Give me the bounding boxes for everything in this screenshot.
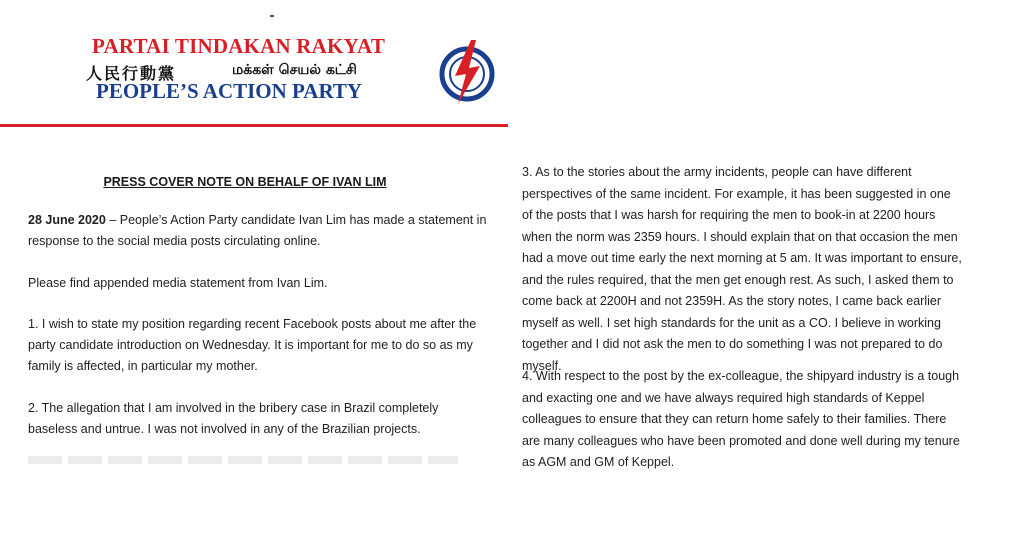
pap-logo-icon [438, 38, 496, 106]
left-page [0, 0, 508, 470]
letterhead [0, 0, 508, 128]
party-name-english: PEOPLE’S ACTION PARTY [96, 79, 363, 103]
intro-date: 28 June 2020 [28, 213, 106, 227]
scan-mark [270, 15, 274, 17]
appended-note: Please find appended media statement from Ivan Lim. [28, 276, 328, 290]
letterhead-divider [0, 124, 508, 127]
paragraph-1: 1. I wish to state my position regarding recent Facebook posts about me after the party candidate introduction on Wednesday. It is important for me to do so as my family is affected, in particular my mother. [28, 317, 477, 373]
cut-off-text-line [28, 456, 458, 464]
intro-paragraph [28, 210, 488, 252]
party-name-malay: PARTAI TINDAKAN RAKYAT [92, 34, 386, 58]
document-title: PRESS COVER NOTE ON BEHALF OF IVAN LIM [103, 175, 387, 189]
intro-text: – People’s Action Party candidate Ivan Lim has made a statement in response to the social media posts circulating online. [28, 213, 487, 248]
paragraph-3: 3. As to the stories about the army incidents, people can have different perspectives of the same incident. For example, it has been suggested in one of the posts that I was harsh for requiring the men to book-in at 2200 hours when the norm was 2359 hours. I should explain that on that occasion the men had a move out time early the next morning at 5 am. It was important to ensure, and the rules required, that the men get enough rest. As such, I asked them to come back at 2200H and not 2359H. As the story notes, I came back earlier myself as well. I set high standards for the unit as a CO. I believe in working together and I did not ask the men to do something I was not prepared to do myself. [522, 165, 962, 373]
paragraph-2: 2. The allegation that I am involved in the bribery case in Brazil completely baseless and untrue. I was not involved in any of the Brazilian projects. [28, 401, 439, 436]
party-name-tamil: மக்கள் செயல் கட்சி [232, 62, 357, 78]
paragraph-4: 4. With respect to the post by the ex-colleague, the shipyard industry is a tough and exacting one and we have always required high standards of Keppel colleagues to ensure that they can return home safely to their families. There are many colleagues who have been promoted and done well during my tenure as AGM and GM of Keppel. [522, 369, 960, 469]
party-name-chinese: 人民行動黨 [86, 64, 177, 83]
